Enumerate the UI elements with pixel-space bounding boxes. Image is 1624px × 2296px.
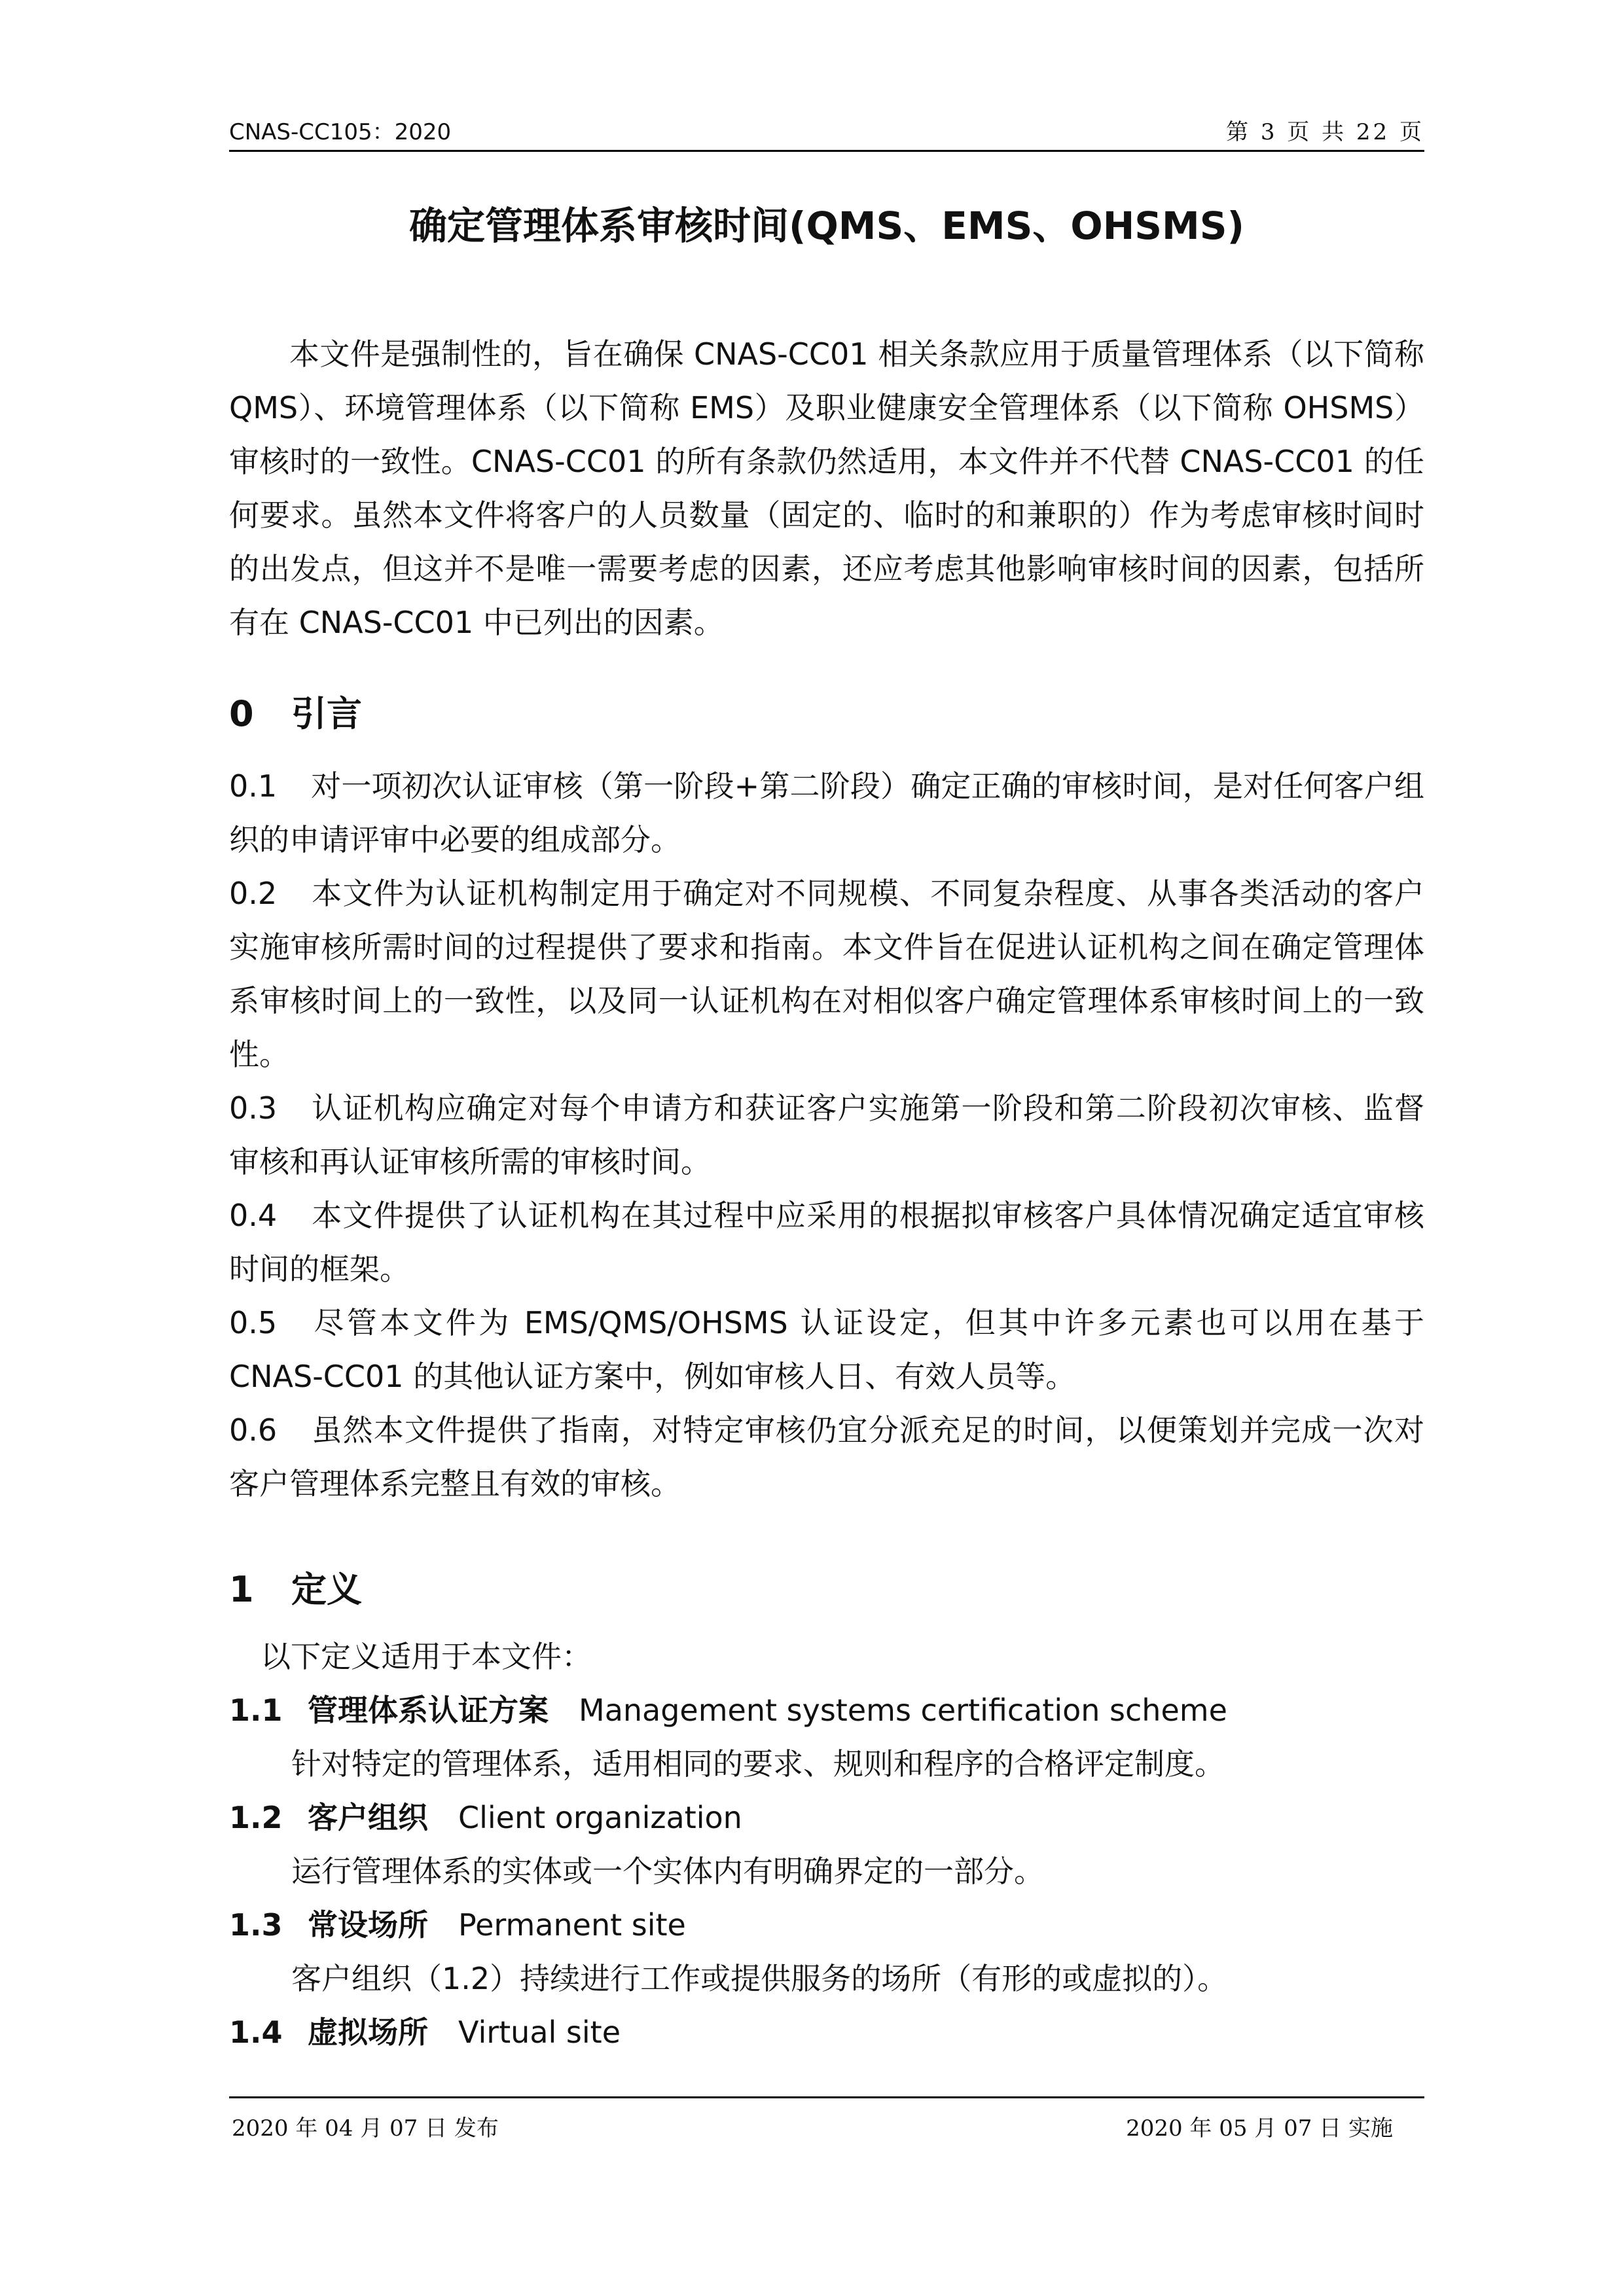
definition-number: 1.4	[229, 2015, 283, 2050]
clause-text: 虽然本文件提供了指南，对特定审核仍宜分派充足的时间，以便策划并完成一次对客户管理体系完整且有效的审核。	[229, 1412, 1424, 1501]
section-number: 1	[229, 1569, 254, 1610]
implement-date: 2020 年 05 月 07 日 实施	[1126, 2115, 1393, 2142]
definition-1-4	[229, 2005, 1424, 2059]
definition-body: 针对特定的管理体系，适用相同的要求、规则和程序的合格评定制度。	[291, 1746, 1225, 1782]
clause-number: 0.5	[229, 1305, 278, 1340]
document-title: 确定管理体系审核时间(QMS、EMS、OHSMS)	[408, 204, 1245, 248]
clause-number: 0.3	[229, 1090, 278, 1126]
definition-term-cn: 常设场所	[308, 1907, 428, 1943]
clause-0-3	[229, 1081, 1424, 1189]
definition-body: 运行管理体系的实体或一个实体内有明确界定的一部分。	[291, 1854, 1044, 1889]
clause-text: 本文件提供了认证机构在其过程中应采用的根据拟审核客户具体情况确定适宜审核时间的框架。	[229, 1198, 1424, 1287]
clause-text: 对一项初次认证审核（第一阶段+第二阶段）确定正确的审核时间，是对任何客户组织的申请评审中必要的组成部分。	[229, 768, 1424, 857]
clause-0-2	[229, 867, 1424, 1081]
definition-term-en: Management systems certification scheme	[579, 1693, 1227, 1728]
section-title: 定义	[291, 1569, 362, 1610]
definition-term-en: Client organization	[458, 1800, 742, 1835]
definition-1-2	[229, 1791, 1424, 1844]
definition-body: 客户组织（1.2）持续进行工作或提供服务的场所（有形的或虚拟的）。	[291, 1961, 1228, 1996]
clause-0-4	[229, 1189, 1424, 1296]
definitions-intro: 以下定义适用于本文件：	[261, 1639, 592, 1674]
page-footer	[229, 2096, 1424, 2142]
definition-term-cn: 客户组织	[308, 1800, 428, 1835]
section-1-heading	[229, 1563, 1424, 1617]
definition-number: 1.1	[229, 1693, 283, 1728]
definition-1-1	[229, 1683, 1424, 1737]
clause-0-6	[229, 1403, 1424, 1511]
definition-term-cn: 管理体系认证方案	[308, 1693, 549, 1728]
definition-number: 1.2	[229, 1800, 283, 1835]
clause-number: 0.2	[229, 876, 278, 911]
section-0-heading	[229, 687, 1424, 741]
clause-number: 0.6	[229, 1412, 278, 1448]
clause-0-5	[229, 1296, 1424, 1403]
clause-number: 0.4	[229, 1198, 278, 1233]
document-body	[229, 327, 1424, 2059]
definition-term-en: Virtual site	[458, 2015, 621, 2050]
intro-paragraph: 本文件是强制性的，旨在确保 CNAS-CC01 相关条款应用于质量管理体系（以下简称 QMS）、环境管理体系（以下简称 EMS）及职业健康安全管理体系（以下简称 OHSMS）审核时的一致性。CNAS-CC01 的所有条款仍然适用，本文件并不代替 CNAS-CC01 的任何要求。虽然本文件将客户的人员数量（固定的、临时的和兼职的）作为考虑审核时间时的出发点，但这并不是唯一需要考虑的因素，还应考虑其他影响审核时间的因素，包括所有在 CNAS-CC01 中已列出的因素。	[229, 336, 1424, 640]
clause-text: 认证机构应确定对每个申请方和获证客户实施第一阶段和第二阶段初次审核、监督审核和再认证审核所需的审核时间。	[229, 1090, 1424, 1179]
definition-1-3	[229, 1898, 1424, 1952]
definition-term-en: Permanent site	[458, 1907, 686, 1943]
definition-term-cn: 虚拟场所	[308, 2015, 428, 2050]
page-header	[229, 111, 1424, 152]
section-number: 0	[229, 693, 254, 734]
page-number: 第 3 页 共 22 页	[1226, 119, 1424, 145]
clause-text: 尽管本文件为 EMS/QMS/OHSMS 认证设定，但其中许多元素也可以用在基于 CNAS-CC01 的其他认证方案中，例如审核人日、有效人员等。	[229, 1305, 1424, 1394]
section-title: 引言	[291, 693, 362, 734]
clause-number: 0.1	[229, 768, 278, 804]
document-code: CNAS-CC105：2020	[229, 119, 452, 145]
clause-0-1	[229, 759, 1424, 867]
publish-date: 2020 年 04 月 07 日 发布	[232, 2115, 499, 2142]
clause-text: 本文件为认证机构制定用于确定对不同规模、不同复杂程度、从事各类活动的客户实施审核所需时间的过程提供了要求和指南。本文件旨在促进认证机构之间在确定管理体系审核时间上的一致性，以及同一认证机构在对相似客户确定管理体系审核时间上的一致性。	[229, 876, 1424, 1072]
definition-number: 1.3	[229, 1907, 283, 1943]
